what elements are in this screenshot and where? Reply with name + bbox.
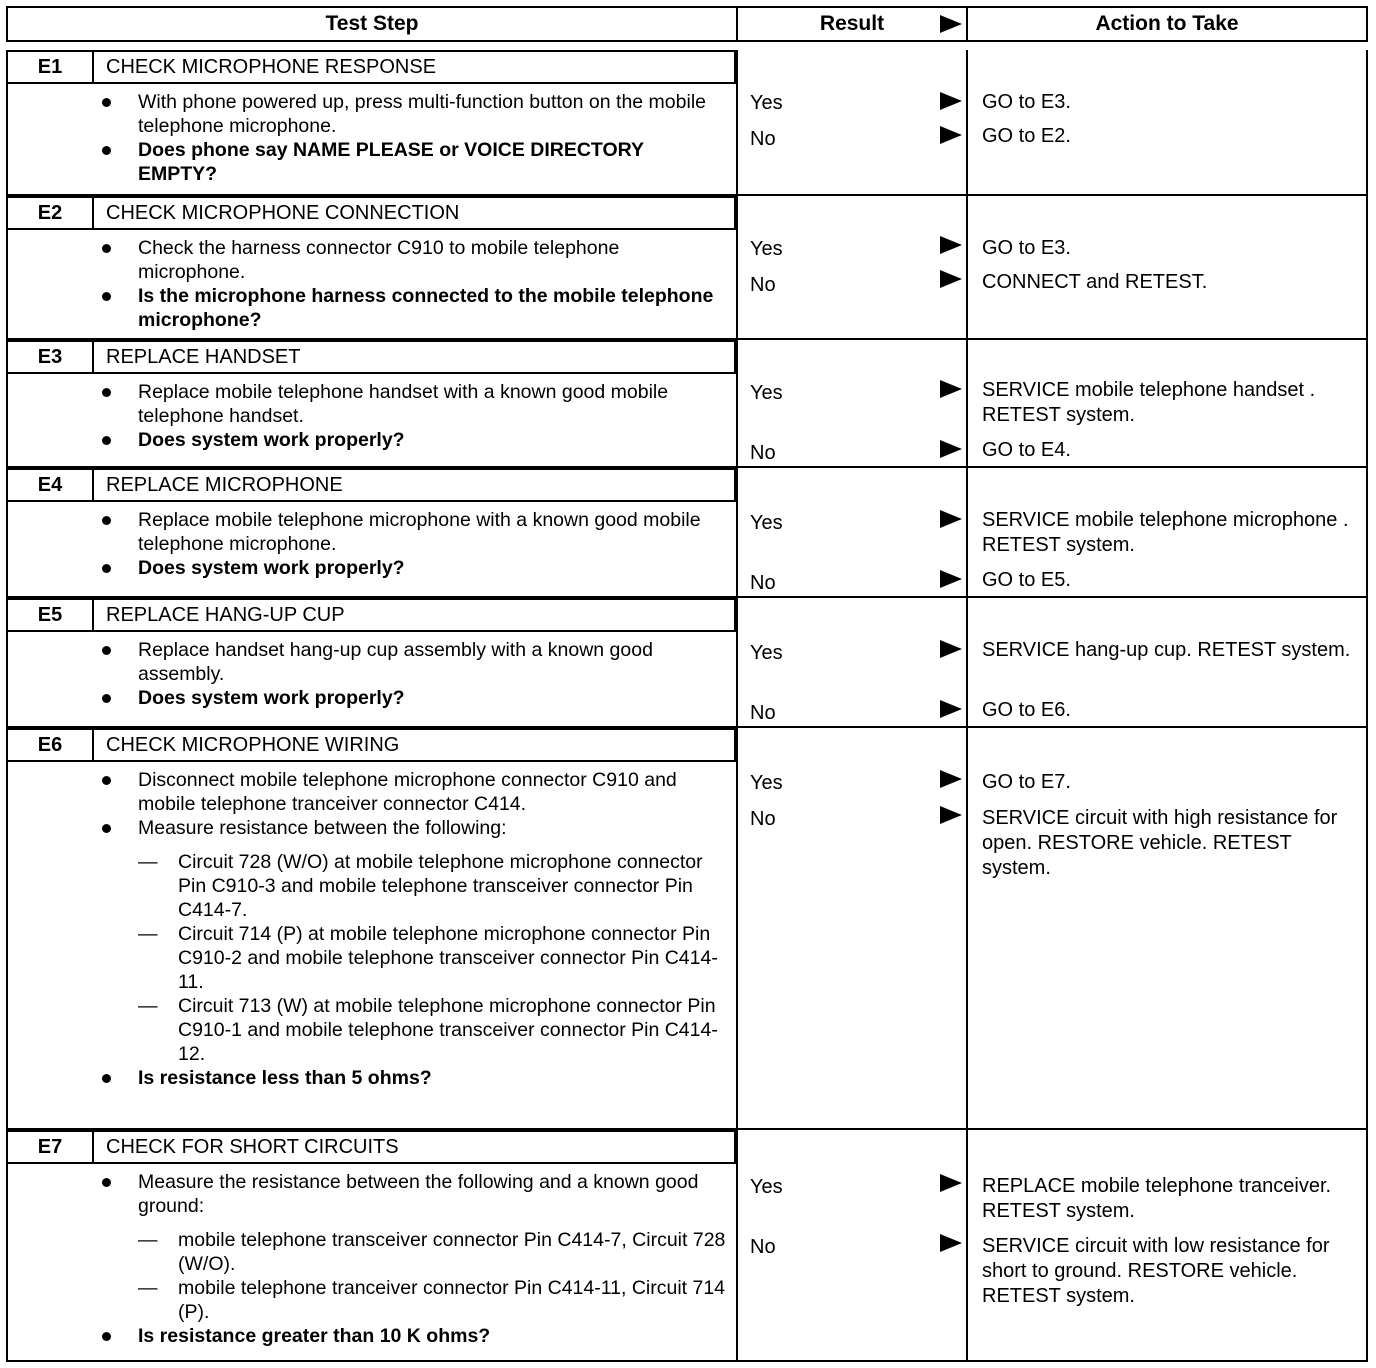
arrow-right-icon	[940, 440, 962, 458]
action-no: GO to E4.	[982, 439, 1071, 461]
arrow-right-icon	[940, 700, 962, 718]
bullet-item: Measure resistance between the following:	[102, 816, 726, 840]
result-cell	[736, 196, 968, 340]
result-cell	[736, 728, 968, 1130]
action-yes: GO to E3.	[982, 91, 1071, 113]
question-item: Does system work properly?	[102, 556, 726, 580]
arrow-right-icon	[940, 770, 962, 788]
arrow-right-icon	[940, 380, 962, 398]
question-item: Does phone say NAME PLEASE or VOICE DIRECTORY EMPTY?	[102, 138, 726, 186]
result-cell	[736, 340, 968, 468]
arrow-right-icon	[940, 640, 962, 658]
action-no: SERVICE circuit with high resistance for open. RESTORE vehicle. RETEST system.	[982, 807, 1338, 879]
question-item: Does system work properly?	[102, 428, 726, 452]
result-cell	[736, 468, 968, 598]
header-action: Action to Take	[966, 6, 1368, 42]
bullet-item: Replace mobile telephone microphone with a known good mobile telephone microphone.	[102, 508, 726, 556]
arrow-right-icon	[940, 1234, 962, 1252]
arrow-right-icon	[940, 270, 962, 288]
step-title: REPLACE HANG-UP CUP	[106, 603, 345, 626]
action-no: GO to E2.	[982, 125, 1071, 147]
step-e3	[6, 340, 1368, 468]
bullet-item: Check the harness connector C910 to mobile telephone microphone.	[102, 236, 726, 284]
step-title: CHECK FOR SHORT CIRCUITS	[106, 1135, 399, 1158]
dash-item: — mobile telephone tranceiver connector Pin C414-11, Circuit 714 (P).	[102, 1276, 726, 1324]
step-title-row	[6, 598, 736, 632]
step-title: REPLACE MICROPHONE	[106, 473, 343, 496]
step-title-row	[6, 196, 736, 230]
step-e1	[6, 50, 1368, 196]
diagnostic-table	[6, 6, 1368, 1362]
action-cell	[966, 598, 1368, 728]
action-yes: GO to E7.	[982, 771, 1071, 793]
action-cell	[966, 728, 1368, 1130]
step-body	[6, 84, 736, 196]
step-id: E1	[8, 52, 94, 82]
dash-item: — Circuit 713 (W) at mobile telephone microphone connector Pin C910-1 and mobile telephone transceiver connector Pin C414-12.	[102, 994, 726, 1066]
step-e2	[6, 196, 1368, 340]
step-id: E2	[8, 198, 94, 228]
result-yes: Yes	[750, 92, 783, 114]
step-title: REPLACE HANDSET	[106, 345, 301, 368]
arrow-right-icon	[940, 92, 962, 110]
action-cell	[966, 196, 1368, 340]
step-body	[6, 762, 736, 1130]
step-title: CHECK MICROPHONE WIRING	[106, 733, 400, 756]
step-e5	[6, 598, 1368, 728]
header-test-step: Test Step	[6, 6, 738, 42]
step-body	[6, 1164, 736, 1362]
step-title-row	[6, 340, 736, 374]
result-yes: Yes	[750, 382, 783, 404]
step-body	[6, 502, 736, 598]
action-cell	[966, 1130, 1368, 1362]
bullet-item: Disconnect mobile telephone microphone connector C910 and mobile telephone tranceiver connector C414.	[102, 768, 726, 816]
result-cell	[736, 50, 968, 196]
result-no: No	[750, 128, 776, 150]
action-no: SERVICE circuit with low resistance for short to ground. RESTORE vehicle. RETEST system.	[982, 1235, 1330, 1307]
result-yes: Yes	[750, 642, 783, 664]
step-body	[6, 374, 736, 468]
step-title: CHECK MICROPHONE CONNECTION	[106, 201, 460, 224]
action-no: GO to E6.	[982, 699, 1071, 721]
step-id: E3	[8, 342, 94, 372]
action-no: GO to E5.	[982, 569, 1071, 591]
question-item: Is resistance greater than 10 K ohms?	[102, 1324, 726, 1348]
result-yes: Yes	[750, 772, 783, 794]
arrow-right-icon	[940, 510, 962, 528]
step-title-row	[6, 50, 736, 84]
step-e7	[6, 1130, 1368, 1362]
step-title: CHECK MICROPHONE RESPONSE	[106, 55, 437, 78]
bullet-item: Measure the resistance between the following and a known good ground:	[102, 1170, 726, 1218]
arrow-right-icon	[940, 126, 962, 144]
action-yes: SERVICE mobile telephone handset . RETEST system.	[982, 379, 1316, 426]
step-id: E6	[8, 730, 94, 760]
arrow-right-icon	[940, 15, 962, 33]
header-result	[736, 6, 968, 42]
result-no: No	[750, 442, 776, 464]
question-item: Is the microphone harness connected to the mobile telephone microphone?	[102, 284, 726, 332]
result-no: No	[750, 702, 776, 724]
question-item: Is resistance less than 5 ohms?	[102, 1066, 726, 1090]
action-cell	[966, 50, 1368, 196]
step-id: E7	[8, 1132, 94, 1162]
step-e4	[6, 468, 1368, 598]
step-id: E4	[8, 470, 94, 500]
bullet-item: With phone powered up, press multi-function button on the mobile telephone microphone.	[102, 90, 726, 138]
step-body	[6, 230, 736, 340]
arrow-right-icon	[940, 1174, 962, 1192]
result-yes: Yes	[750, 1176, 783, 1198]
action-cell	[966, 468, 1368, 598]
step-e6	[6, 728, 1368, 1130]
step-body	[6, 632, 736, 728]
result-cell	[736, 598, 968, 728]
result-no: No	[750, 1236, 776, 1258]
header-result-label: Result	[819, 12, 885, 35]
result-no: No	[750, 808, 776, 830]
action-yes: SERVICE hang-up cup. RETEST system.	[982, 639, 1351, 661]
result-no: No	[750, 572, 776, 594]
question-item: Does system work properly?	[102, 686, 726, 710]
arrow-right-icon	[940, 806, 962, 824]
arrow-right-icon	[940, 236, 962, 254]
bullet-item: Replace mobile telephone handset with a known good mobile telephone handset.	[102, 380, 726, 428]
action-yes: SERVICE mobile telephone microphone . RETEST system.	[982, 509, 1349, 556]
action-no: CONNECT and RETEST.	[982, 271, 1208, 293]
step-title-row	[6, 728, 736, 762]
dash-item: — mobile telephone transceiver connector Pin C414-7, Circuit 728 (W/O).	[102, 1228, 726, 1276]
arrow-right-icon	[940, 570, 962, 588]
step-title-row	[6, 1130, 736, 1164]
step-title-row	[6, 468, 736, 502]
action-yes: GO to E3.	[982, 237, 1071, 259]
action-yes: REPLACE mobile telephone tranceiver. RETEST system.	[982, 1175, 1332, 1222]
result-yes: Yes	[750, 238, 783, 260]
result-yes: Yes	[750, 512, 783, 534]
step-id: E5	[8, 600, 94, 630]
dash-item: — Circuit 714 (P) at mobile telephone microphone connector Pin C910-2 and mobile telephone transceiver connector Pin C414-11.	[102, 922, 726, 994]
result-cell	[736, 1130, 968, 1362]
action-cell	[966, 340, 1368, 468]
bullet-item: Replace handset hang-up cup assembly with a known good assembly.	[102, 638, 726, 686]
dash-item: — Circuit 728 (W/O) at mobile telephone microphone connector Pin C910-3 and mobile telephone transceiver connector Pin C414-7.	[102, 850, 726, 922]
result-no: No	[750, 274, 776, 296]
